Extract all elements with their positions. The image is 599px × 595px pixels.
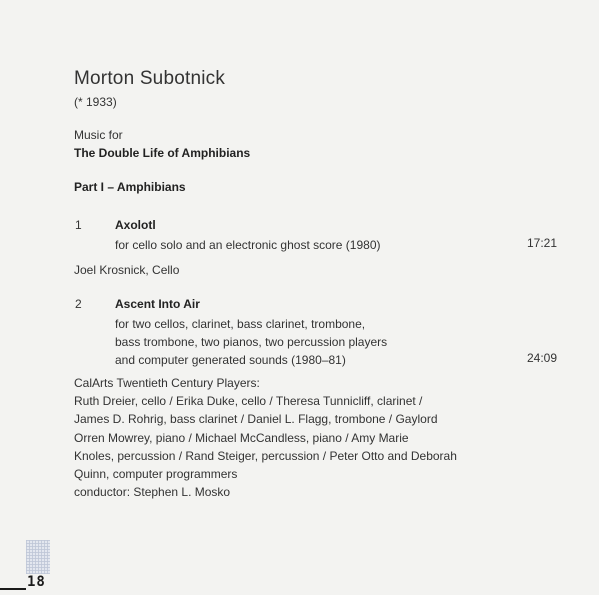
credits-line: Quinn, computer programmers	[74, 467, 238, 482]
track-description-line: bass trombone, two pianos, two percussion players	[115, 335, 388, 349]
grid-pattern-decoration	[26, 540, 50, 574]
track-number: 2	[75, 297, 82, 311]
page-marker	[0, 540, 52, 595]
track-description-line: for cello solo and an electronic ghost score (1980)	[115, 238, 381, 252]
credits-line: James D. Rohrig, bass clarinet / Daniel L. Flagg, trombone / Gaylord	[74, 412, 438, 427]
track-title: Axolotl	[115, 218, 156, 232]
performer-credits	[74, 374, 514, 501]
track-description-line: for two cellos, clarinet, bass clarinet, trombone,	[115, 317, 366, 331]
credits-line: Orren Mowrey, piano / Michael McCandless, piano / Amy Marie	[74, 430, 409, 445]
credits-line: Ruth Dreier, cello / Erika Duke, cello / Theresa Tunnicliff, clarinet /	[74, 394, 423, 409]
credits-line: Knoles, percussion / Rand Steiger, percussion / Peter Otto and Deborah	[74, 448, 457, 463]
work-intro: Music for	[74, 128, 123, 142]
track-number: 1	[75, 218, 82, 232]
page-number: 18	[27, 574, 46, 590]
track-duration: 17:21	[526, 236, 557, 250]
track-title: Ascent Into Air	[115, 297, 200, 311]
track-description	[115, 236, 475, 254]
composer-name: Morton Subotnick	[74, 68, 226, 89]
track-duration: 24:09	[526, 351, 557, 365]
credits-line: conductor: Stephen L. Mosko	[74, 485, 231, 500]
composer-birth-year: (* 1933)	[74, 95, 117, 109]
track-description-line: and computer generated sounds (1980–81)	[115, 353, 346, 367]
track-1-performers: Joel Krosnick, Cello	[74, 263, 180, 277]
track-description	[115, 315, 475, 369]
part-title: Part I – Amphibians	[74, 180, 186, 194]
page-rule	[0, 588, 26, 590]
credits-line: CalArts Twentieth Century Players:	[74, 376, 260, 390]
work-title: The Double Life of Amphibians	[74, 146, 251, 160]
